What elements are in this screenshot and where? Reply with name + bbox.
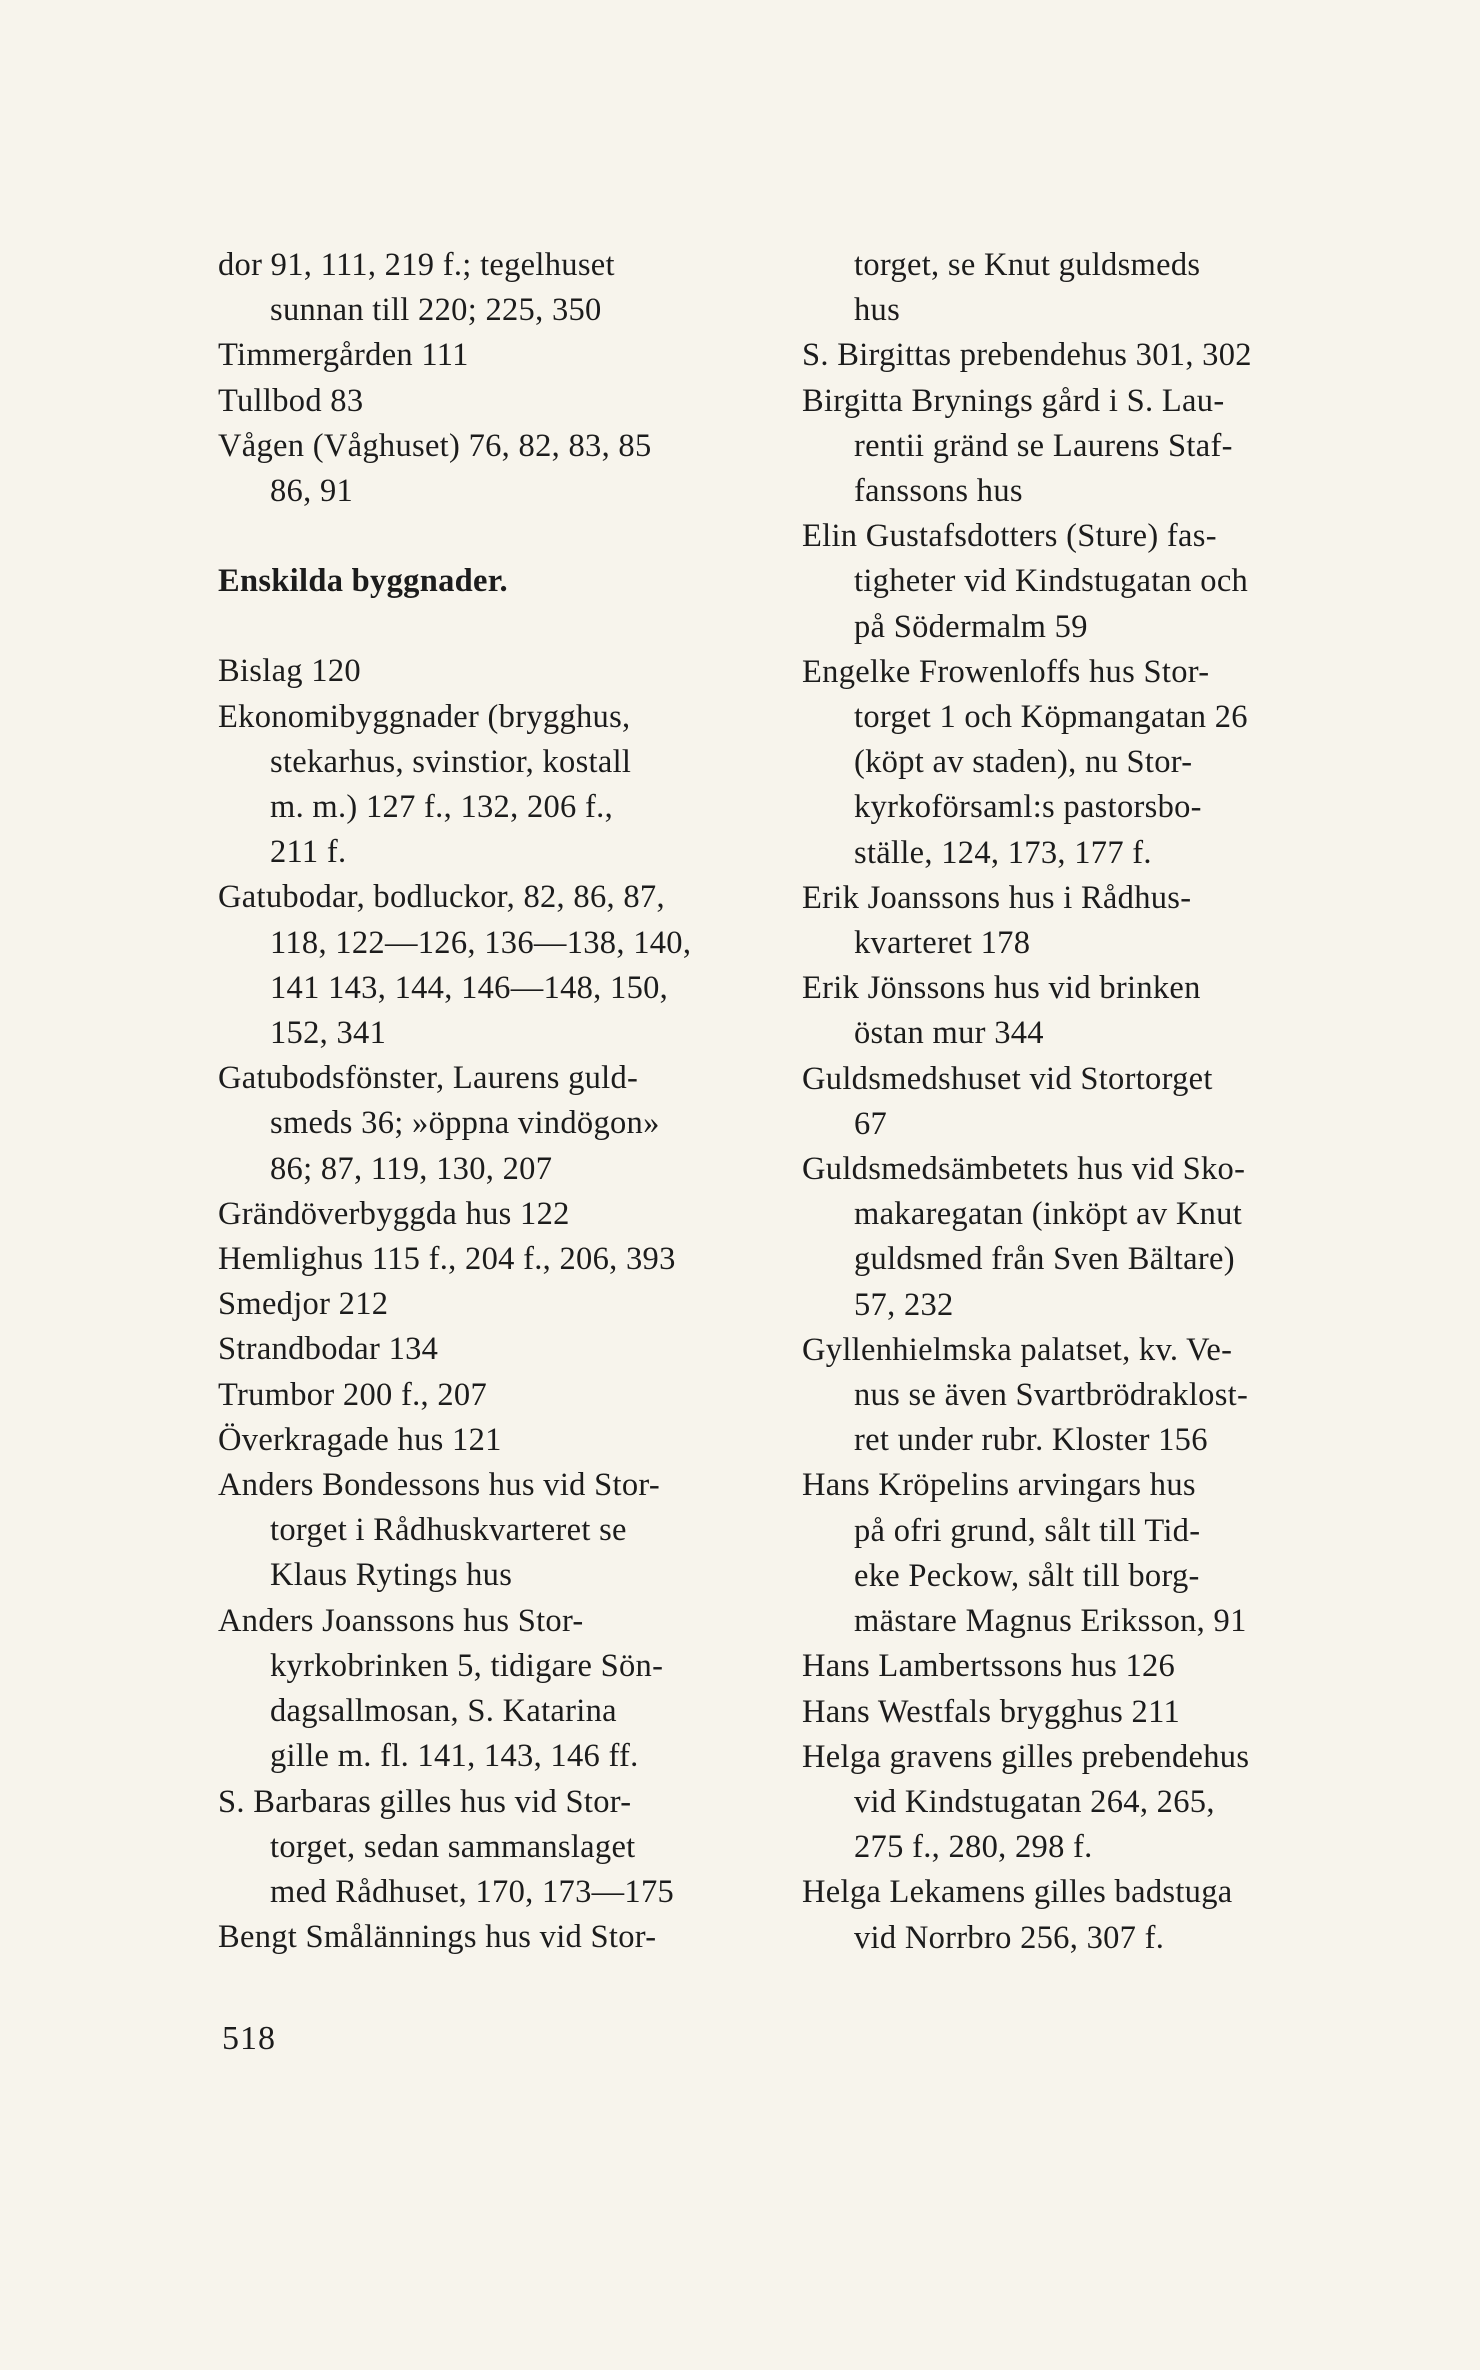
index-line: Erik Jönssons hus vid brinken [802,970,1201,1007]
index-line: torget i Rådhuskvarteret se [270,1512,627,1549]
index-line: 141 143, 144, 146—148, 150, [270,969,669,1006]
index-line: Timmergården 111 [218,337,469,374]
index-line: hus [854,292,901,329]
index-line: 211 f. [270,834,347,871]
index-line: Birgitta Brynings gård i S. Lau- [802,382,1225,419]
index-line: makaregatan (inköpt av Knut [854,1196,1243,1233]
index-line: Anders Bondessons hus vid Stor- [218,1467,660,1504]
index-line: torget, sedan sammanslaget [270,1828,636,1865]
index-line: Gatubodsfönster, Laurens guld- [218,1060,639,1097]
index-line: S. Birgittas prebendehus 301, 302 [802,337,1252,374]
index-line: Grändöverbyggda hus 122 [218,1195,570,1232]
index-line: Trumbor 200 f., 207 [218,1376,488,1413]
index-line: Anders Joanssons hus Stor- [218,1602,584,1639]
index-line: Hans Kröpelins arvingars hus [802,1467,1196,1504]
index-line: Överkragade hus 121 [218,1421,502,1458]
left-entries [218,649,758,1960]
index-line: Vågen (Våghuset) 76, 82, 83, 85 [218,427,652,464]
index-line: stekarhus, svinstior, kostall [270,743,632,780]
index-line: Gyllenhielmska palatset, kv. Ve- [802,1331,1233,1368]
index-line: vid Kindstugatan 264, 265, [854,1783,1215,1820]
index-line: 275 f., 280, 298 f. [854,1829,1093,1866]
index-line: Hemlighus 115 f., 204 f., 206, 393 [218,1241,676,1278]
index-line: tigheter vid Kindstugatan och [854,563,1249,600]
index-line: guldsmed från Sven Bältare) [854,1241,1235,1278]
index-line: gille m. fl. 141, 143, 146 ff. [270,1738,639,1775]
index-line: kvarteret 178 [854,925,1031,962]
index-line: dagsallmosan, S. Katarina [270,1693,617,1730]
right-entries [802,243,1350,1961]
index-line: kyrkobrinken 5, tidigare Sön- [270,1647,664,1684]
index-line: Elin Gustafsdotters (Sture) fas- [802,518,1217,555]
index-line: nus se även Svartbrödraklost- [854,1377,1249,1414]
index-line: på ofri grund, sålt till Tid- [854,1512,1201,1549]
index-line: Strandbodar 134 [218,1331,439,1368]
index-line: på Södermalm 59 [854,608,1088,645]
index-line: 57, 232 [854,1286,954,1323]
index-line: Erik Joanssons hus i Rådhus- [802,879,1192,916]
index-line: med Rådhuset, 170, 173—175 [270,1873,675,1910]
index-line: 118, 122—126, 136—138, 140, [270,924,692,961]
index-line: m. m.) 127 f., 132, 206 f., [270,789,614,826]
index-line: mästare Magnus Eriksson, 91 [854,1603,1247,1640]
index-line: Guldsmedshuset vid Stortorget [802,1060,1213,1097]
index-line: Klaus Rytings hus [270,1557,513,1594]
index-line: Gatubodar, bodluckor, 82, 86, 87, [218,879,665,916]
index-line: rentii gränd se Laurens Staf- [854,427,1233,464]
index-line: (köpt av staden), nu Stor- [854,744,1193,781]
index-line: ställe, 124, 173, 177 f. [854,834,1152,871]
index-line: 152, 341 [270,1015,387,1052]
index-line: sunnan till 220; 225, 350 [270,292,602,329]
index-line: 67 [854,1105,888,1142]
index-line: Hans Lambertssons hus 126 [802,1648,1176,1685]
index-line: Guldsmedsämbetets hus vid Sko- [802,1151,1246,1188]
index-line: Bengt Smålännings hus vid Stor- [218,1919,657,1956]
index-line: eke Peckow, sålt till borg- [854,1557,1200,1594]
right-column [802,243,1350,1961]
page-number: 518 [222,2020,276,2057]
index-line: Helga gravens gilles prebendehus [802,1738,1250,1775]
index-line: Hans Westfals brygghus 211 [802,1693,1180,1730]
index-line: Tullbod 83 [218,382,364,419]
intro-lines [218,243,758,514]
index-line: Engelke Frowenloffs hus Stor- [802,653,1210,690]
index-line: torget, se Knut guldsmeds [854,247,1201,283]
index-line: torget 1 och Köpmangatan 26 [854,699,1248,736]
index-line: Ekonomibyggnader (brygghus, [218,698,631,735]
index-line: östan mur 344 [854,1015,1044,1052]
index-line: fanssons hus [854,473,1023,510]
index-line: smeds 36; »öppna vindögon» [270,1105,660,1142]
index-line: Bislag 120 [218,653,361,690]
index-line: vid Norrbro 256, 307 f. [854,1919,1165,1956]
index-line: kyrkoförsaml:s pastorsbo- [854,789,1202,826]
index-line: 86, 91 [270,473,354,510]
section-heading: Enskilda byggnader. [218,563,508,600]
left-column [218,243,758,1960]
index-line: dor 91, 111, 219 f.; tegelhuset [218,247,615,283]
index-line: 86; 87, 119, 130, 207 [270,1150,553,1187]
index-line: S. Barbaras gilles hus vid Stor- [218,1783,632,1820]
index-line: Helga Lekamens gilles badstuga [802,1874,1233,1911]
index-line: ret under rubr. Kloster 156 [854,1422,1208,1459]
index-line: Smedjor 212 [218,1286,389,1323]
